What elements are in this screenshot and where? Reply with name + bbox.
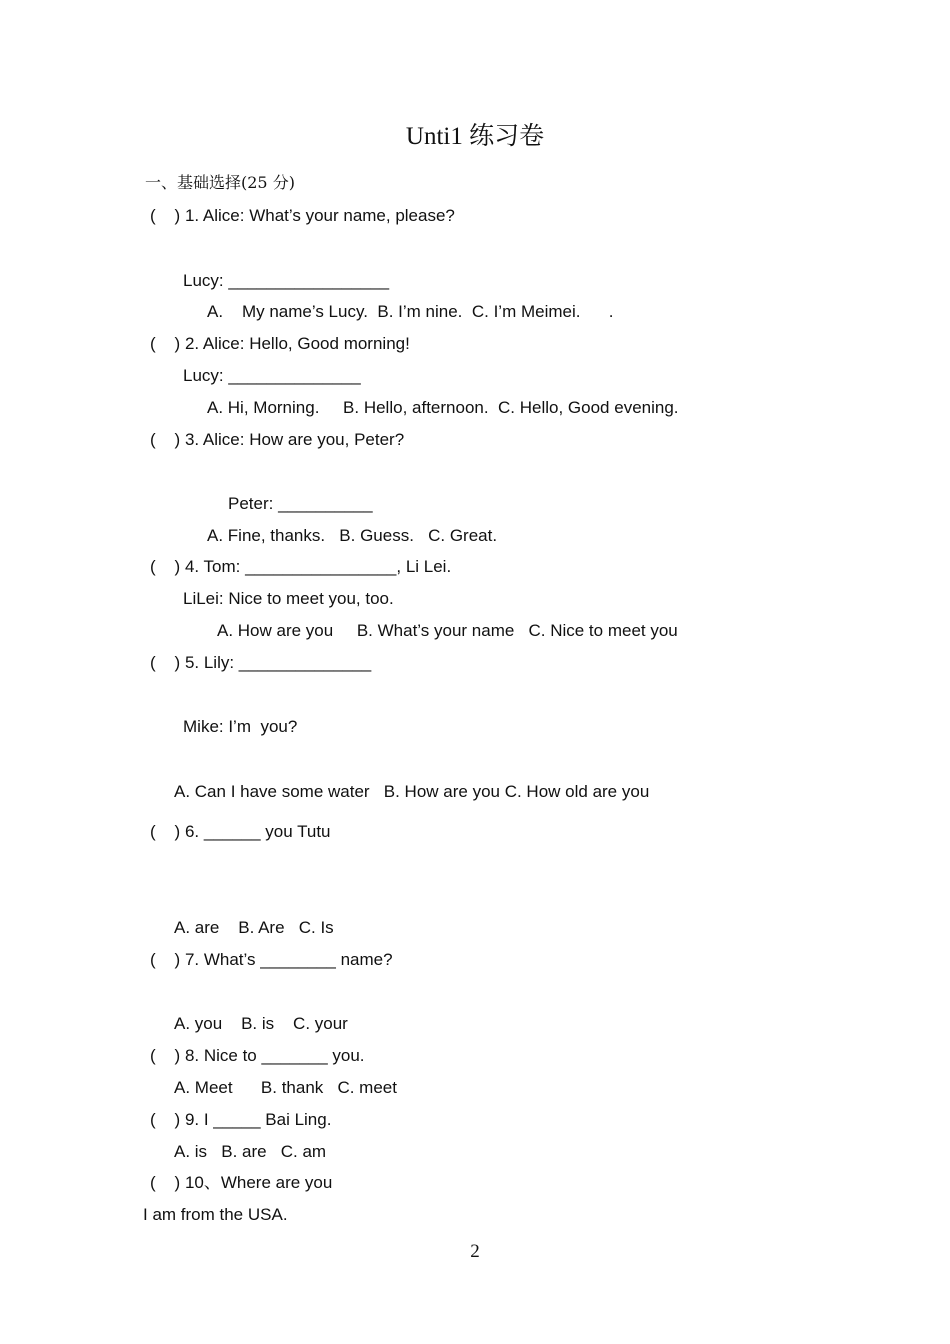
options-7: A. you B. is C. your xyxy=(174,1014,348,1033)
answer-line-3: Peter: __________ xyxy=(228,494,373,513)
options-8: A. Meet B. thank C. meet xyxy=(174,1078,397,1097)
options-3: A. Fine, thanks. B. Guess. C. Great. xyxy=(207,526,498,545)
question-9: ( ) 9. I _____ Bai Ling. xyxy=(150,1110,332,1129)
question-7: ( ) 7. What’s ________ name? xyxy=(150,950,393,969)
answer-line-10: I am from the USA. xyxy=(143,1205,288,1224)
question-3: ( ) 3. Alice: How are you, Peter? xyxy=(150,430,405,449)
question-10: ( ) 10、Where are you xyxy=(150,1173,333,1192)
question-4: ( ) 4. Tom: ________________, Li Lei. xyxy=(150,557,452,576)
options-4: A. How are you B. What’s your name C. Nice to meet you xyxy=(217,621,678,640)
options-5: A. Can I have some water B. How are you C. How old are you xyxy=(174,782,650,801)
options-9: A. is B. are C. am xyxy=(174,1142,327,1161)
section-heading: 一、基础选择(25 分) xyxy=(145,173,295,192)
answer-line-5: Mike: I’m you? xyxy=(183,717,298,736)
answer-line-2: Lucy: ______________ xyxy=(183,366,361,385)
options-2: A. Hi, Morning. B. Hello, afternoon. C. Hello, Good evening. xyxy=(207,398,679,417)
question-6: ( ) 6. ______ you Tutu xyxy=(150,822,331,841)
options-6: A. are B. Are C. Is xyxy=(174,918,334,937)
options-1: A. My name’s Lucy. B. I’m nine. C. I’m Meimei. . xyxy=(207,302,614,321)
question-8: ( ) 8. Nice to _______ you. xyxy=(150,1046,365,1065)
answer-line-4: LiLei: Nice to meet you, too. xyxy=(183,589,394,608)
document-title: Unti1 练习卷 xyxy=(405,123,545,150)
question-1: ( ) 1. Alice: What’s your name, please? xyxy=(150,206,455,225)
answer-line-1: Lucy: _________________ xyxy=(183,271,390,290)
question-2: ( ) 2. Alice: Hello, Good morning! xyxy=(150,334,410,353)
question-5: ( ) 5. Lily: ______________ xyxy=(150,653,372,672)
page-number: 2 xyxy=(470,1241,480,1262)
